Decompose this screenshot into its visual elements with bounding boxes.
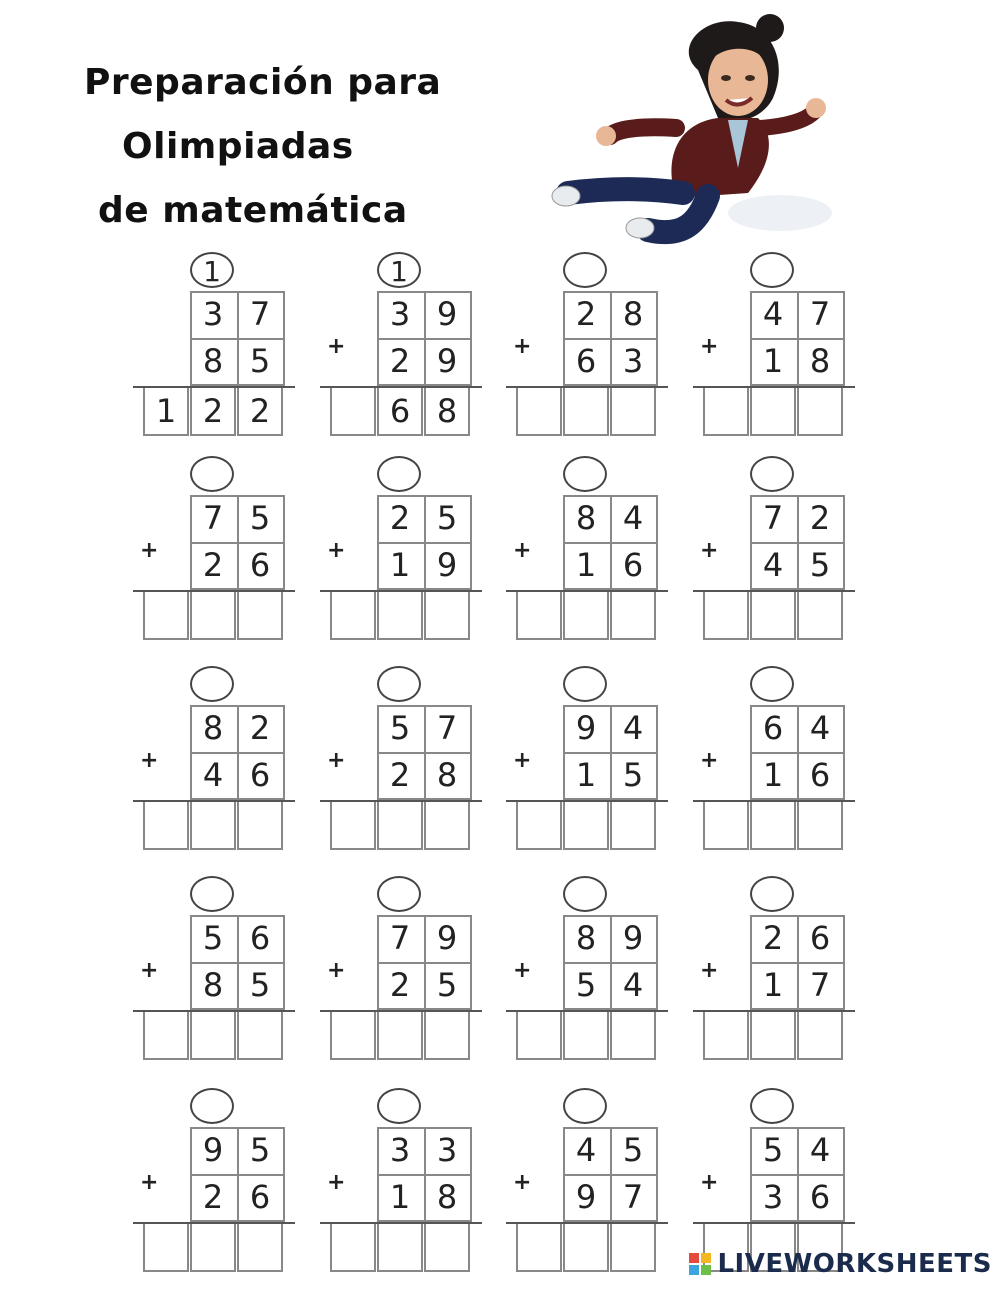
title-line-1: Preparación para [84,62,442,103]
addend-1-tens: 4 [575,1131,597,1169]
addition-problem [693,876,873,1076]
answer-tens-input[interactable] [563,388,609,436]
addend-1-tens: 6 [762,709,784,747]
answer-hundreds-input[interactable] [330,802,376,850]
addition-problem [506,876,686,1076]
answer-hundreds-input[interactable] [330,1224,376,1272]
addend-1-ones: 4 [622,499,644,537]
addend-1-tens: 3 [389,1131,411,1169]
answer-hundreds-input[interactable] [703,1012,749,1060]
addend-2-tens: 2 [202,546,224,584]
addend-1-ones: 7 [249,295,271,333]
addend-1-ones: 2 [249,709,271,747]
answer-ones-input[interactable] [424,1224,470,1272]
addend-2-ones: 8 [436,1178,458,1216]
answer-tens-input[interactable] [190,802,236,850]
addend-2-ones: 7 [809,966,831,1004]
addend-2-ones: 4 [622,966,644,1004]
title-line-3: de matemática [98,190,408,231]
plus-sign: + [513,538,532,563]
liveworksheets-branding[interactable] [689,1249,992,1279]
addend-1-ones: 5 [622,1131,644,1169]
answer-ones-input[interactable] [610,592,656,640]
addend-2-ones: 5 [436,966,458,1004]
addend-1-ones: 3 [436,1131,458,1169]
answer-ones-input[interactable] [610,388,656,436]
answer-tens-input[interactable] [190,1224,236,1272]
addend-2-tens: 4 [202,756,224,794]
addend-1-ones: 5 [249,499,271,537]
addend-2-tens: 1 [762,342,784,380]
addend-2-ones: 5 [249,966,271,1004]
addend-1-ones: 5 [436,499,458,537]
addend-1-tens: 4 [762,295,784,333]
addend-1-tens: 9 [575,709,597,747]
addend-1-ones: 4 [622,709,644,747]
carry-circle-input[interactable] [563,876,607,912]
answer-ones-input[interactable]: 8 [424,388,470,436]
answer-ones-input[interactable] [424,1012,470,1060]
addend-2-tens: 1 [762,756,784,794]
answer-hundreds-input[interactable] [143,1224,189,1272]
addend-1-ones: 9 [622,919,644,957]
addend-2-ones: 9 [436,342,458,380]
addition-problem [320,456,500,656]
answer-tens-input[interactable] [563,1012,609,1060]
addend-1-tens: 8 [575,499,597,537]
addition-problem [320,666,500,866]
plus-sign: + [140,1170,159,1195]
answer-tens-input[interactable] [190,1012,236,1060]
addend-2-ones: 6 [249,1178,271,1216]
carry-circle-input[interactable] [750,666,794,702]
answer-ones-input[interactable] [797,802,843,850]
addend-2-ones: 7 [622,1178,644,1216]
carry-circle-input[interactable] [190,1088,234,1124]
carry-circle-input[interactable] [750,252,794,288]
addend-1-tens: 2 [389,499,411,537]
addend-1-ones: 6 [249,919,271,957]
plus-sign: + [140,748,159,773]
addend-1-tens: 5 [762,1131,784,1169]
answer-hundreds-input[interactable] [330,1012,376,1060]
answer-tens-input[interactable] [377,802,423,850]
answer-tens-input[interactable] [563,592,609,640]
carry-circle-input[interactable] [750,876,794,912]
plus-sign: + [700,958,719,983]
addition-problem [133,666,313,866]
answer-hundreds-input[interactable]: 1 [143,388,189,436]
plus-sign: + [327,334,346,359]
addend-2-ones: 5 [809,546,831,584]
answer-tens-input[interactable] [563,1224,609,1272]
addend-2-ones: 6 [622,546,644,584]
addend-2-tens: 1 [575,756,597,794]
addition-problem [506,1088,686,1288]
carry-circle-input[interactable] [750,1088,794,1124]
title-line-2: Olimpiadas [122,126,354,167]
addend-2-ones: 6 [809,1178,831,1216]
answer-hundreds-input[interactable] [330,592,376,640]
answer-hundreds-input[interactable] [703,802,749,850]
addend-2-tens: 5 [575,966,597,1004]
answer-hundreds-input[interactable] [703,388,749,436]
answer-ones-input[interactable] [797,592,843,640]
answer-hundreds-input[interactable] [516,388,562,436]
addition-problem [133,876,313,1076]
addition-problem [320,1088,500,1288]
answer-tens-input[interactable] [750,592,796,640]
addend-2-ones: 6 [249,546,271,584]
carry-circle-input[interactable] [190,456,234,492]
addend-2-tens: 4 [762,546,784,584]
carry-circle-input[interactable] [563,456,607,492]
addend-2-tens: 2 [389,342,411,380]
answer-tens-input[interactable] [377,1012,423,1060]
addend-1-tens: 7 [762,499,784,537]
addend-2-ones: 3 [622,342,644,380]
answer-ones-input[interactable]: 2 [237,388,283,436]
answer-ones-input[interactable] [610,1224,656,1272]
plus-sign: + [513,958,532,983]
carry-circle-input[interactable] [750,456,794,492]
addition-problem [506,456,686,656]
answer-hundreds-input[interactable] [143,802,189,850]
answer-tens-input[interactable]: 6 [377,388,423,436]
addend-2-tens: 1 [762,966,784,1004]
answer-tens-input[interactable] [750,1012,796,1060]
answer-ones-input[interactable] [797,1012,843,1060]
answer-tens-input[interactable] [377,592,423,640]
addition-problem [133,1088,313,1288]
answer-hundreds-input[interactable] [143,1012,189,1060]
addition-problem [320,252,500,452]
answer-ones-input[interactable] [237,1012,283,1060]
addend-2-ones: 5 [622,756,644,794]
addend-1-ones: 7 [809,295,831,333]
carry-circle-input[interactable] [377,1088,421,1124]
answer-ones-input[interactable] [610,802,656,850]
addend-1-ones: 9 [436,295,458,333]
brand-name: LIVEWORKSHEETS [717,1249,992,1279]
answer-tens-input[interactable] [377,1224,423,1272]
carry-circle-input[interactable] [563,1088,607,1124]
addition-problem [133,252,313,452]
addend-2-tens: 8 [202,966,224,1004]
plus-sign: + [700,1170,719,1195]
addend-2-tens: 6 [575,342,597,380]
addend-1-ones: 4 [809,1131,831,1169]
plus-sign: + [327,958,346,983]
addend-1-tens: 7 [202,499,224,537]
addend-2-ones: 6 [249,756,271,794]
plus-sign: + [513,748,532,773]
addition-problem [133,456,313,656]
answer-ones-input[interactable] [424,592,470,640]
answer-hundreds-input[interactable] [703,592,749,640]
plus-sign: + [140,958,159,983]
addend-2-tens: 2 [202,1178,224,1216]
plus-sign: + [327,538,346,563]
answer-ones-input[interactable] [424,802,470,850]
plus-sign: + [140,538,159,563]
answer-ones-input[interactable] [237,592,283,640]
addend-1-ones: 4 [809,709,831,747]
addend-1-tens: 3 [389,295,411,333]
answer-tens-input[interactable] [190,592,236,640]
carry-circle-input[interactable] [377,456,421,492]
addend-2-ones: 8 [436,756,458,794]
addend-2-ones: 5 [249,342,271,380]
addition-problem [506,252,686,452]
addition-problem [693,666,873,866]
answer-tens-input[interactable] [750,388,796,436]
answer-ones-input[interactable] [797,388,843,436]
answer-ones-input[interactable] [237,1224,283,1272]
addend-1-ones: 8 [622,295,644,333]
plus-sign: + [700,334,719,359]
addition-problem [320,876,500,1076]
answer-hundreds-input[interactable] [143,592,189,640]
addend-1-tens: 8 [202,709,224,747]
addition-problem [506,666,686,866]
carry-circle-input[interactable] [563,252,607,288]
teacher-avatar-illustration [548,8,838,270]
addend-1-tens: 8 [575,919,597,957]
carry-circle-input[interactable] [377,876,421,912]
addend-1-tens: 9 [202,1131,224,1169]
addend-1-ones: 7 [436,709,458,747]
answer-hundreds-input[interactable] [516,1224,562,1272]
carry-circle-input[interactable] [190,876,234,912]
addend-1-ones: 9 [436,919,458,957]
answer-tens-input[interactable] [563,802,609,850]
addend-2-tens: 1 [575,546,597,584]
answer-hundreds-input[interactable] [516,802,562,850]
addend-1-ones: 2 [809,499,831,537]
addend-1-tens: 2 [575,295,597,333]
carry-circle-input[interactable]: 1 [377,252,421,288]
addend-1-tens: 7 [389,919,411,957]
plus-sign: + [327,748,346,773]
carry-circle-input[interactable] [190,666,234,702]
addend-2-tens: 8 [202,342,224,380]
addend-2-tens: 2 [389,966,411,1004]
answer-ones-input[interactable] [237,802,283,850]
liveworksheets-logo-icon [689,1253,711,1275]
addend-2-ones: 6 [809,756,831,794]
answer-hundreds-input[interactable] [516,592,562,640]
addend-1-tens: 2 [762,919,784,957]
addend-2-tens: 2 [389,756,411,794]
addend-1-tens: 5 [202,919,224,957]
plus-sign: + [700,538,719,563]
addend-2-ones: 8 [809,342,831,380]
addend-1-ones: 5 [249,1131,271,1169]
addend-1-tens: 3 [202,295,224,333]
addend-2-tens: 1 [389,1178,411,1216]
plus-sign: + [513,1170,532,1195]
addend-1-ones: 6 [809,919,831,957]
carry-circle-input[interactable] [563,666,607,702]
addend-2-ones: 9 [436,546,458,584]
addend-2-tens: 1 [389,546,411,584]
addend-2-tens: 9 [575,1178,597,1216]
plus-sign: + [327,1170,346,1195]
answer-ones-input[interactable] [610,1012,656,1060]
answer-hundreds-input[interactable] [516,1012,562,1060]
answer-tens-input[interactable]: 2 [190,388,236,436]
addend-2-tens: 3 [762,1178,784,1216]
answer-tens-input[interactable] [750,802,796,850]
addition-problem [693,252,873,452]
plus-sign: + [700,748,719,773]
addend-1-tens: 5 [389,709,411,747]
carry-circle-input[interactable]: 1 [190,252,234,288]
plus-sign: + [513,334,532,359]
answer-hundreds-input[interactable] [330,388,376,436]
carry-circle-input[interactable] [377,666,421,702]
addition-problem [693,456,873,656]
